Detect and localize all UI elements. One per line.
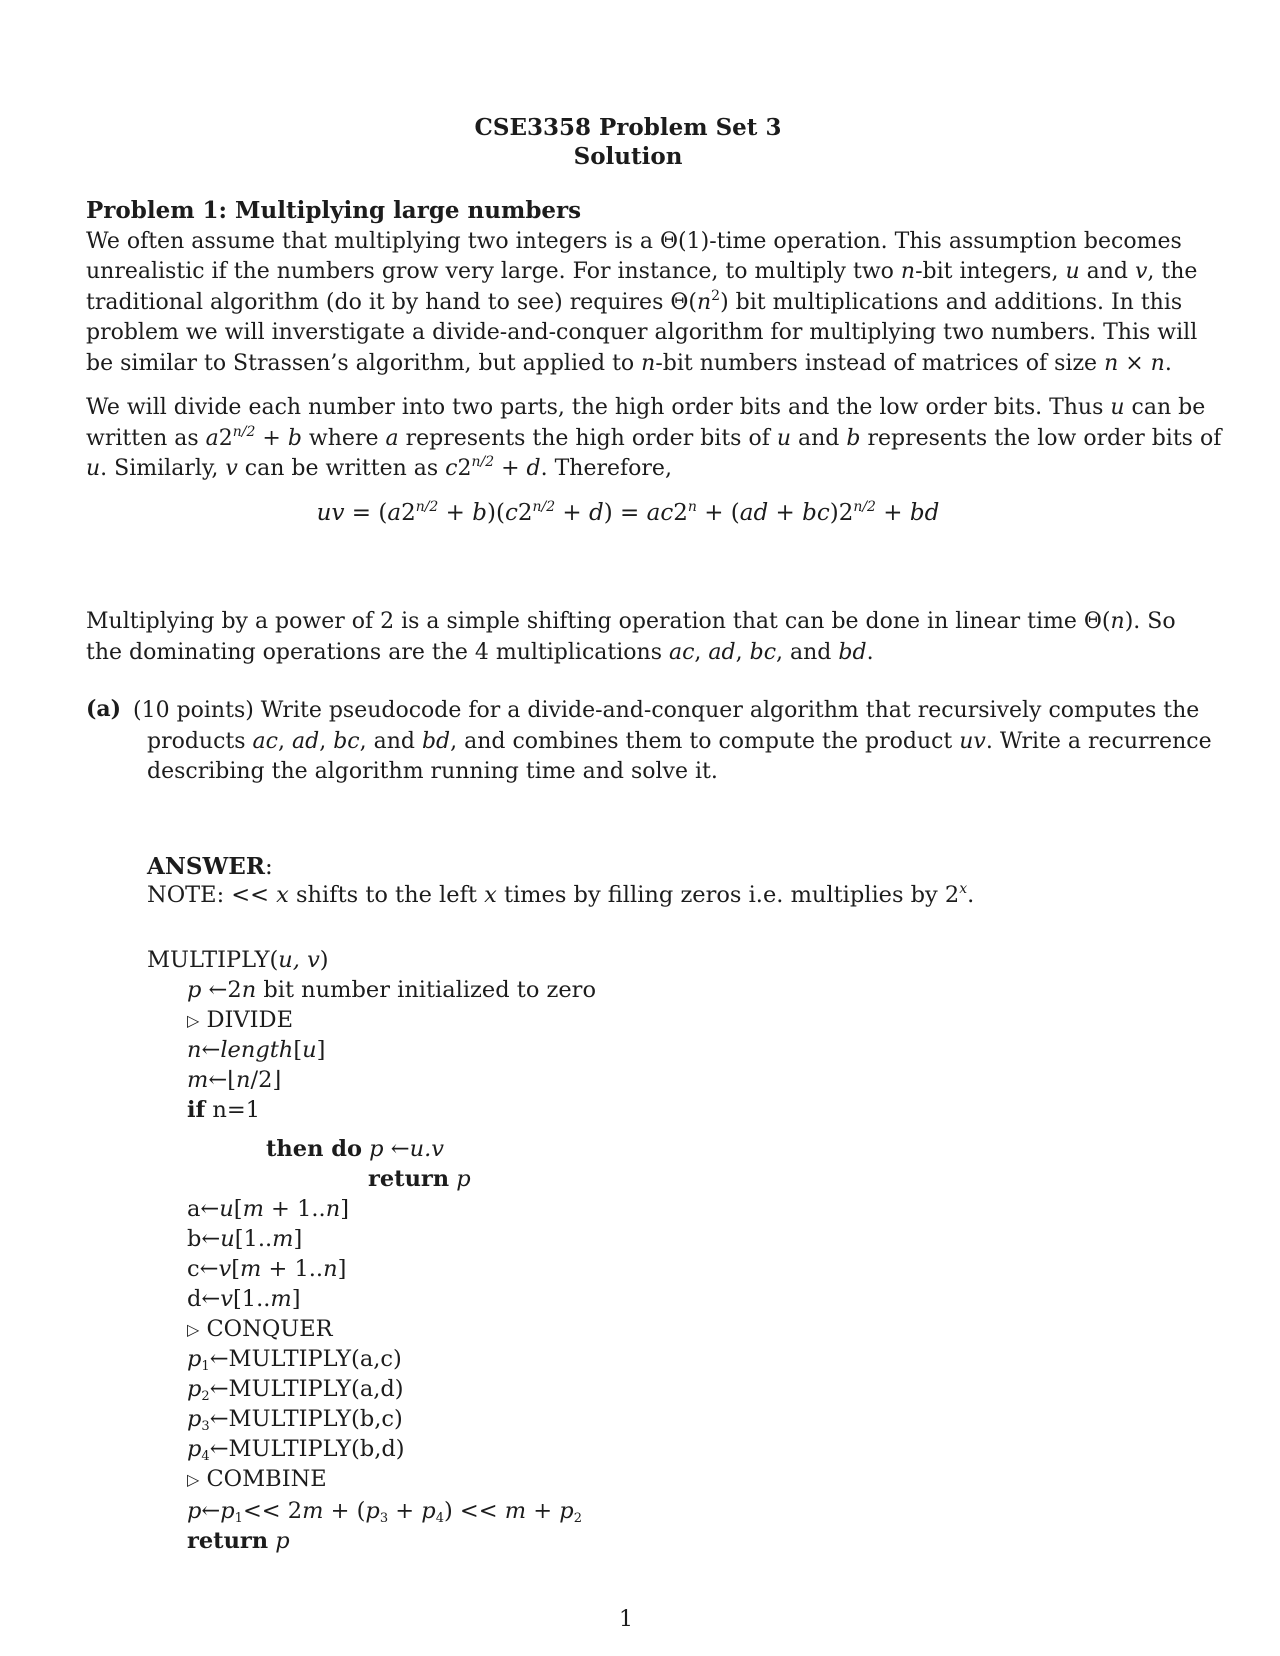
display-equation: uv = $(a2^{n/2} + b)(c2^{n/2} + d) = ac2^n + (ad + bc)2^{n/2}$ + bd [316,499,940,526]
part-a-label: (a) [86,696,122,722]
pseudocode-line: $p_1\leftarrow MULTIPLY(a,c)$ [187,1346,402,1374]
triangle-icon: ▷ [187,1470,200,1489]
triangle-icon: ▷ [187,1320,200,1339]
text-line: problem we will inverstigate a divide-and-conquer algorithm for multiplying two numbers. This will [86,320,1198,345]
pseudocode-line: b←u[1..m] [187,1226,303,1252]
pseudocode-line: n←length[u] [187,1037,326,1063]
text-line: We often assume that multiplying two integers is a Θ(1)-time operation. This assumption becomes [86,228,1182,254]
text-line: u. Similarly, v can be written as $c2^{n/2} + d$. Therefore, [86,454,672,481]
pseudocode-line: $p_2\leftarrow MULTIPLY(a,d)$ [187,1376,404,1404]
comment-divide: ▷ DIVIDE [187,1007,293,1033]
pseudocode-line: d←v[1..m] [187,1286,301,1312]
pseudocode-return: return p [368,1166,471,1192]
problem1-section [86,196,1198,379]
text-line: the dominating operations are the 4 multiplications ac, ad, bc, and bd. [86,639,874,665]
document-subtitle: Solution [573,143,683,170]
pseudocode-line: m←⌊n/2⌋ [187,1067,282,1093]
pseudocode-line: c←v[m + 1..n] [187,1256,347,1282]
part-a-text [133,696,1212,788]
pseudocode-line: $p_4\leftarrow MULTIPLY(b,d)$ [187,1436,405,1464]
pseudocode-line: a←u[m + 1..n] [187,1196,349,1222]
text-line: products ac, ad, bc, and bd, and combines them to compute the product uv. Write a recurrence [147,728,1212,754]
pseudocode-if: if n=1 [187,1097,261,1123]
document-title: CSE3358 Problem Set 3 [474,114,782,141]
pseudocode-combine-line: $p\leftarrow p_1<< 2m + (p_3 + p_4) << m + p_2$ [187,1498,582,1526]
text-line: traditional algorithm (do it by hand to see) requires $\Theta(n^2)$ bit multiplications and additions. In this [86,287,1183,315]
answer-label: ANSWER: [147,853,273,880]
problem1-heading: Problem 1: Multiplying large numbers [86,197,582,224]
pseudocode-header: MULTIPLY(u, v) [147,947,329,973]
text-line: (10 points) Write pseudocode for a divide-and-conquer algorithm that recursively computes the [133,698,1200,723]
pseudocode-final-return: return p [187,1528,290,1554]
text-line: written as $a2^{n/2} + b$ where a represents the high order bits of u and b represents the low order bits of [86,423,1222,451]
shifting-paragraph [86,607,1176,668]
pseudocode-line: p ←2n bit number initialized to zero [187,977,596,1003]
text-line: We will divide each number into two parts, the high order bits and the low order bits. Thus u can be [86,395,1206,420]
triangle-icon: ▷ [187,1011,200,1030]
page-number: 1 [619,1607,633,1632]
divide-paragraph [86,393,1222,485]
answer-note: NOTE: << x shifts to the left x times by filling zeros i.e. multiplies by 2$^x$. [147,881,975,908]
pseudocode-then: then do p ←u.v [266,1136,444,1162]
text-line: be similar to Strassen’s algorithm, but applied to n-bit numbers instead of matrices of size n × n. [86,350,1172,376]
comment-combine: ▷ COMBINE [187,1466,327,1492]
comment-conquer: ▷ CONQUER [187,1316,333,1342]
text-line: Multiplying by a power of 2 is a simple shifting operation that can be done in linear time Θ(n). So [86,609,1176,634]
text-line: describing the algorithm running time and solve it. [147,759,718,784]
text-line: unrealistic if the numbers grow very large. For instance, to multiply two n-bit integers, u and v, the [86,259,1198,284]
pseudocode-line: $p_3\leftarrow MULTIPLY(b,c)$ [187,1406,403,1434]
